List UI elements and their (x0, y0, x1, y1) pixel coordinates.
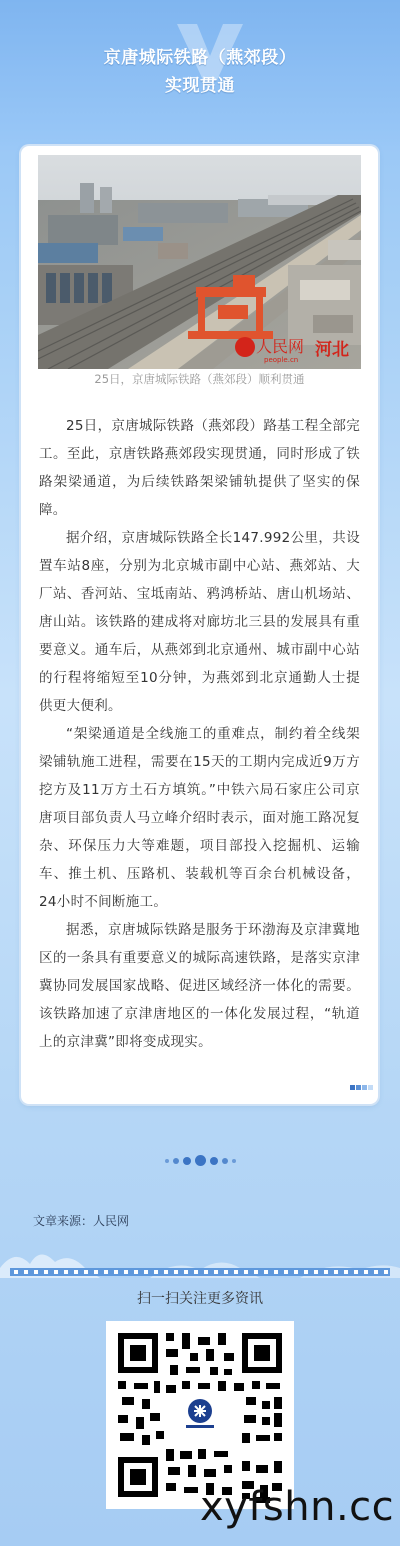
article-source: 文章来源：人民网 (33, 1214, 130, 1228)
page-title (0, 44, 400, 100)
photo-logo-text: 人民网 (256, 337, 305, 356)
article-card (21, 146, 378, 1104)
photo-logo-region: 河北 (315, 340, 349, 360)
article-paragraph-4: 据悉，京唐城际铁路是服务于环渤海及京津冀地区的一条具有重要意义的城际高速铁路，是落实京津冀协同发展国家战略、促进区域经济一体化的需要。该铁路加速了京津唐地区的一体化发展过程，“轨道上的京津冀”即将变成现实。 (39, 922, 360, 1050)
article-paragraph-2: 据介绍，京唐城际铁路全长147.992公里，共设置车站8座，分别为北京城市副中心站、燕郊站、大厂站、香河站、宝坻南站、鸦鸿桥站、唐山机场站、唐山站。该铁路的建成将对廊坊北三县的发展具有重要意义。通车后，从燕郊到北京通州、城市副中心站的行程将缩短至10分钟，为燕郊到北京通勤人士提供更大便利。 (39, 530, 360, 714)
divider-dots (0, 1155, 400, 1166)
photo-logo-sub: people.cn (264, 356, 299, 364)
railway-aerial-photo (38, 155, 361, 369)
article-paragraph-1: 25日，京唐城际铁路（燕郊段）路基工程全部完工。至此，京唐铁路燕郊段实现贯通，同时形成了铁路架梁通道，为后续铁路架梁铺轨提供了坚实的保障。 (39, 418, 360, 518)
news-photo[interactable] (38, 155, 361, 369)
watermark-text: xyfshn.cc (200, 1484, 395, 1530)
title-line-2: 实现贯通 (165, 76, 235, 96)
article-body (39, 412, 360, 1056)
title-line-1: 京唐城际铁路（燕郊段） (103, 48, 297, 68)
ribbon-divider (10, 1268, 390, 1276)
qr-code-graphic (106, 1321, 294, 1509)
corner-decoration (350, 1085, 373, 1090)
scan-prompt: 扫一扫关注更多资讯 (137, 1291, 263, 1307)
qr-code-icon[interactable] (106, 1321, 294, 1509)
photo-caption: 25日，京唐城际铁路（燕郊段）顺利贯通 (94, 372, 305, 386)
article-paragraph-3: “架梁通道是全线施工的重难点，制约着全线架梁铺轨施工进程，需要在15天的工期内完成近9万方挖方及11万方土石方填筑。”中铁六局石家庄公司京唐项目部负责人马立峰介绍时表示，面对施工路况复杂、环保压力大等难题，项目部投入挖掘机、运输车、推土机、压路机、装载机等百余台机械设备，24小时不间断施工。 (39, 726, 360, 910)
people-daily-logo-icon (235, 337, 255, 357)
